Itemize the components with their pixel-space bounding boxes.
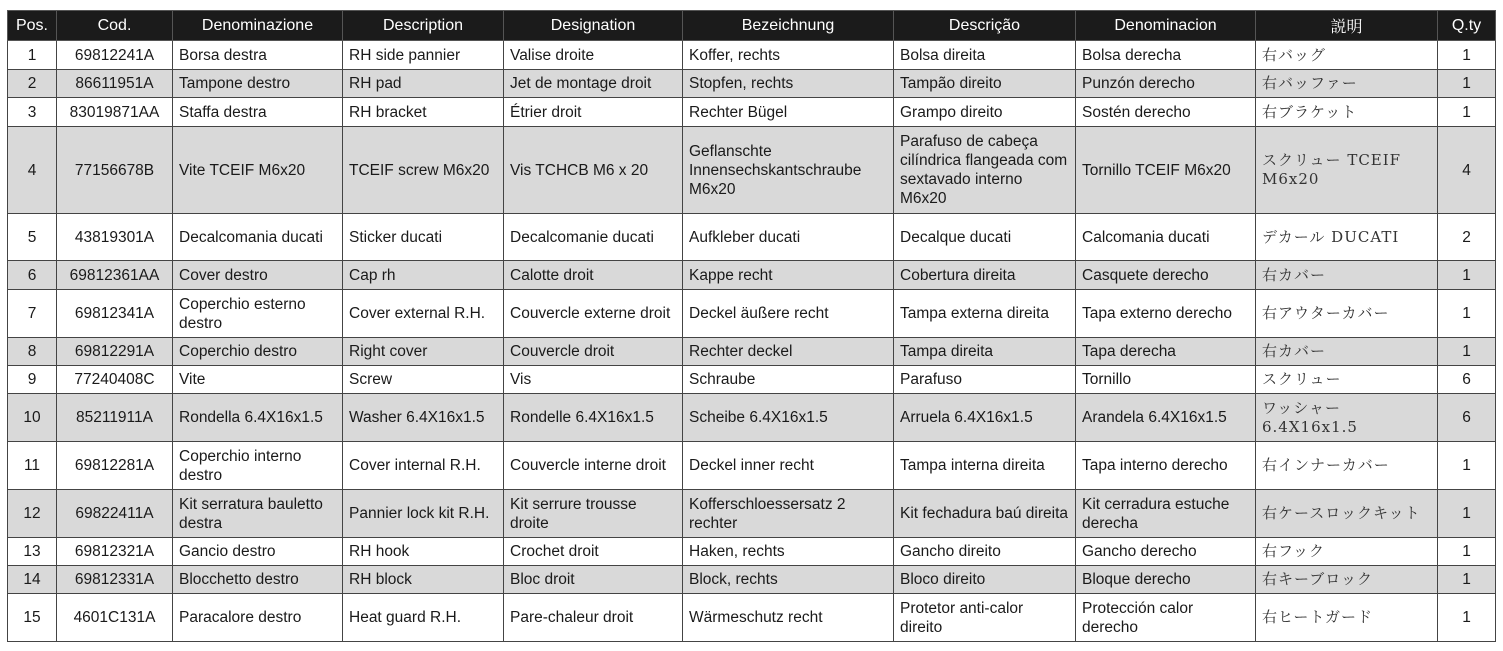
cell-cod: 77240408C [57, 366, 173, 394]
table-row [8, 594, 1496, 642]
cell-qty: 1 [1438, 70, 1496, 98]
table-body [8, 41, 1496, 642]
cell-bezeichnung: Schraube [683, 366, 894, 394]
cell-cod: 85211911A [57, 394, 173, 442]
cell-denominacion: Calcomania ducati [1076, 214, 1256, 261]
cell-bezeichnung: Rechter Bügel [683, 98, 894, 127]
cell-pos: 12 [8, 490, 57, 538]
cell-setsumei: スクリュー [1256, 366, 1438, 394]
cell-description: RH block [343, 566, 504, 594]
cell-setsumei: 右ブラケット [1256, 98, 1438, 127]
cell-descricao: Cobertura direita [894, 261, 1076, 290]
cell-description: Sticker ducati [343, 214, 504, 261]
cell-description: Heat guard R.H. [343, 594, 504, 642]
cell-setsumei: 右キーブロック [1256, 566, 1438, 594]
table-row [8, 261, 1496, 290]
cell-qty: 1 [1438, 442, 1496, 490]
cell-descricao: Decalque ducati [894, 214, 1076, 261]
cell-denominazione: Coperchio destro [173, 338, 343, 366]
column-header-setsumei: 説明 [1256, 11, 1438, 41]
cell-setsumei: 右ケースロックキット [1256, 490, 1438, 538]
cell-qty: 6 [1438, 366, 1496, 394]
cell-designation: Bloc droit [504, 566, 683, 594]
cell-cod: 77156678B [57, 127, 173, 214]
cell-bezeichnung: Deckel äußere recht [683, 290, 894, 338]
cell-denominacion: Protección calor derecho [1076, 594, 1256, 642]
column-header-bezeichnung: Bezeichnung [683, 11, 894, 41]
cell-denominazione: Cover destro [173, 261, 343, 290]
cell-denominacion: Tornillo TCEIF M6x20 [1076, 127, 1256, 214]
cell-denominazione: Blocchetto destro [173, 566, 343, 594]
cell-denominacion: Casquete derecho [1076, 261, 1256, 290]
cell-setsumei: ワッシャー 6.4X16x1.5 [1256, 394, 1438, 442]
cell-denominazione: Gancio destro [173, 538, 343, 566]
cell-designation: Calotte droit [504, 261, 683, 290]
cell-cod: 69812281A [57, 442, 173, 490]
cell-pos: 5 [8, 214, 57, 261]
cell-descricao: Arruela 6.4X16x1.5 [894, 394, 1076, 442]
cell-cod: 69812331A [57, 566, 173, 594]
parts-table [7, 10, 1496, 642]
cell-denominacion: Gancho derecho [1076, 538, 1256, 566]
cell-qty: 1 [1438, 594, 1496, 642]
cell-pos: 1 [8, 41, 57, 70]
cell-pos: 11 [8, 442, 57, 490]
cell-setsumei: 右アウターカバー [1256, 290, 1438, 338]
column-header-qty: Q.ty [1438, 11, 1496, 41]
cell-descricao: Tampa externa direita [894, 290, 1076, 338]
column-header-denominacion: Denominacion [1076, 11, 1256, 41]
cell-description: RH hook [343, 538, 504, 566]
cell-cod: 69822411A [57, 490, 173, 538]
cell-bezeichnung: Haken, rechts [683, 538, 894, 566]
cell-denominacion: Tapa externo derecho [1076, 290, 1256, 338]
cell-bezeichnung: Koffer, rechts [683, 41, 894, 70]
cell-description: RH pad [343, 70, 504, 98]
column-header-description: Description [343, 11, 504, 41]
column-header-descricao: Descrição [894, 11, 1076, 41]
cell-setsumei: 右バッファー [1256, 70, 1438, 98]
table-row [8, 127, 1496, 214]
cell-cod: 43819301A [57, 214, 173, 261]
cell-qty: 6 [1438, 394, 1496, 442]
cell-qty: 1 [1438, 290, 1496, 338]
cell-bezeichnung: Rechter deckel [683, 338, 894, 366]
cell-designation: Vis TCHCB M6 x 20 [504, 127, 683, 214]
cell-designation: Rondelle 6.4X16x1.5 [504, 394, 683, 442]
cell-bezeichnung: Stopfen, rechts [683, 70, 894, 98]
table-row [8, 70, 1496, 98]
cell-qty: 4 [1438, 127, 1496, 214]
cell-cod: 69812341A [57, 290, 173, 338]
cell-denominacion: Bloque derecho [1076, 566, 1256, 594]
cell-qty: 1 [1438, 41, 1496, 70]
table-row [8, 566, 1496, 594]
cell-denominazione: Borsa destra [173, 41, 343, 70]
cell-cod: 69812321A [57, 538, 173, 566]
cell-pos: 3 [8, 98, 57, 127]
cell-qty: 2 [1438, 214, 1496, 261]
cell-descricao: Grampo direito [894, 98, 1076, 127]
cell-setsumei: 右カバー [1256, 338, 1438, 366]
table-row [8, 98, 1496, 127]
cell-descricao: Tampa interna direita [894, 442, 1076, 490]
cell-qty: 1 [1438, 490, 1496, 538]
cell-qty: 1 [1438, 566, 1496, 594]
cell-description: TCEIF screw M6x20 [343, 127, 504, 214]
cell-setsumei: 右バッグ [1256, 41, 1438, 70]
table-row [8, 442, 1496, 490]
cell-designation: Kit serrure trousse droite [504, 490, 683, 538]
table-row [8, 366, 1496, 394]
table-row [8, 490, 1496, 538]
cell-descricao: Bolsa direita [894, 41, 1076, 70]
cell-cod: 69812241A [57, 41, 173, 70]
cell-designation: Couvercle externe droit [504, 290, 683, 338]
cell-denominacion: Arandela 6.4X16x1.5 [1076, 394, 1256, 442]
table-row [8, 538, 1496, 566]
cell-pos: 15 [8, 594, 57, 642]
cell-denominazione: Paracalore destro [173, 594, 343, 642]
cell-cod: 69812291A [57, 338, 173, 366]
cell-designation: Decalcomanie ducati [504, 214, 683, 261]
cell-bezeichnung: Geflanschte Innensechskantschraube M6x20 [683, 127, 894, 214]
cell-qty: 1 [1438, 538, 1496, 566]
cell-bezeichnung: Aufkleber ducati [683, 214, 894, 261]
cell-pos: 7 [8, 290, 57, 338]
cell-designation: Pare-chaleur droit [504, 594, 683, 642]
cell-description: RH bracket [343, 98, 504, 127]
table-row [8, 41, 1496, 70]
table-row [8, 394, 1496, 442]
cell-descricao: Gancho direito [894, 538, 1076, 566]
cell-bezeichnung: Scheibe 6.4X16x1.5 [683, 394, 894, 442]
cell-bezeichnung: Kappe recht [683, 261, 894, 290]
cell-descricao: Tampa direita [894, 338, 1076, 366]
cell-setsumei: 右カバー [1256, 261, 1438, 290]
column-header-denominazione: Denominazione [173, 11, 343, 41]
table-row [8, 290, 1496, 338]
cell-description: Right cover [343, 338, 504, 366]
cell-denominazione: Coperchio esterno destro [173, 290, 343, 338]
cell-cod: 69812361AA [57, 261, 173, 290]
cell-bezeichnung: Kofferschloessersatz 2 rechter [683, 490, 894, 538]
cell-denominacion: Punzón derecho [1076, 70, 1256, 98]
cell-denominazione: Decalcomania ducati [173, 214, 343, 261]
cell-denominacion: Kit cerradura estuche derecha [1076, 490, 1256, 538]
cell-bezeichnung: Block, rechts [683, 566, 894, 594]
cell-qty: 1 [1438, 98, 1496, 127]
cell-denominazione: Rondella 6.4X16x1.5 [173, 394, 343, 442]
cell-denominacion: Sostén derecho [1076, 98, 1256, 127]
cell-pos: 8 [8, 338, 57, 366]
cell-qty: 1 [1438, 261, 1496, 290]
cell-description: Pannier lock kit R.H. [343, 490, 504, 538]
cell-setsumei: 右インナーカバー [1256, 442, 1438, 490]
cell-setsumei: スクリュー TCEIF M6x20 [1256, 127, 1438, 214]
cell-description: Cover external R.H. [343, 290, 504, 338]
cell-description: Screw [343, 366, 504, 394]
cell-pos: 2 [8, 70, 57, 98]
cell-descricao: Kit fechadura baú direita [894, 490, 1076, 538]
cell-descricao: Parafuso de cabeça cilíndrica flangeada com sextavado interno M6x20 [894, 127, 1076, 214]
cell-denominacion: Tapa derecha [1076, 338, 1256, 366]
column-header-cod: Cod. [57, 11, 173, 41]
cell-setsumei: 右フック [1256, 538, 1438, 566]
cell-denominacion: Tapa interno derecho [1076, 442, 1256, 490]
cell-designation: Jet de montage droit [504, 70, 683, 98]
table-row [8, 214, 1496, 261]
cell-description: Washer 6.4X16x1.5 [343, 394, 504, 442]
cell-pos: 9 [8, 366, 57, 394]
cell-denominazione: Kit serratura bauletto destra [173, 490, 343, 538]
header-row [8, 11, 1496, 41]
cell-pos: 13 [8, 538, 57, 566]
cell-denominacion: Tornillo [1076, 366, 1256, 394]
cell-designation: Valise droite [504, 41, 683, 70]
parts-table-container [7, 10, 1496, 642]
cell-denominazione: Tampone destro [173, 70, 343, 98]
cell-pos: 6 [8, 261, 57, 290]
cell-cod: 86611951A [57, 70, 173, 98]
table-row [8, 338, 1496, 366]
cell-pos: 4 [8, 127, 57, 214]
cell-denominazione: Vite TCEIF M6x20 [173, 127, 343, 214]
cell-denominazione: Staffa destra [173, 98, 343, 127]
cell-denominazione: Vite [173, 366, 343, 394]
cell-designation: Vis [504, 366, 683, 394]
cell-bezeichnung: Wärmeschutz recht [683, 594, 894, 642]
cell-cod: 4601C131A [57, 594, 173, 642]
cell-descricao: Parafuso [894, 366, 1076, 394]
cell-bezeichnung: Deckel inner recht [683, 442, 894, 490]
cell-designation: Couvercle droit [504, 338, 683, 366]
cell-description: Cover internal R.H. [343, 442, 504, 490]
cell-denominacion: Bolsa derecha [1076, 41, 1256, 70]
cell-descricao: Bloco direito [894, 566, 1076, 594]
cell-descricao: Protetor anti-calor direito [894, 594, 1076, 642]
cell-setsumei: デカール DUCATI [1256, 214, 1438, 261]
cell-denominazione: Coperchio interno destro [173, 442, 343, 490]
cell-setsumei: 右ヒートガード [1256, 594, 1438, 642]
column-header-pos: Pos. [8, 11, 57, 41]
cell-description: RH side pannier [343, 41, 504, 70]
cell-pos: 14 [8, 566, 57, 594]
cell-cod: 83019871AA [57, 98, 173, 127]
cell-designation: Couvercle interne droit [504, 442, 683, 490]
cell-designation: Étrier droit [504, 98, 683, 127]
cell-qty: 1 [1438, 338, 1496, 366]
cell-designation: Crochet droit [504, 538, 683, 566]
cell-descricao: Tampão direito [894, 70, 1076, 98]
cell-pos: 10 [8, 394, 57, 442]
column-header-designation: Designation [504, 11, 683, 41]
cell-description: Cap rh [343, 261, 504, 290]
